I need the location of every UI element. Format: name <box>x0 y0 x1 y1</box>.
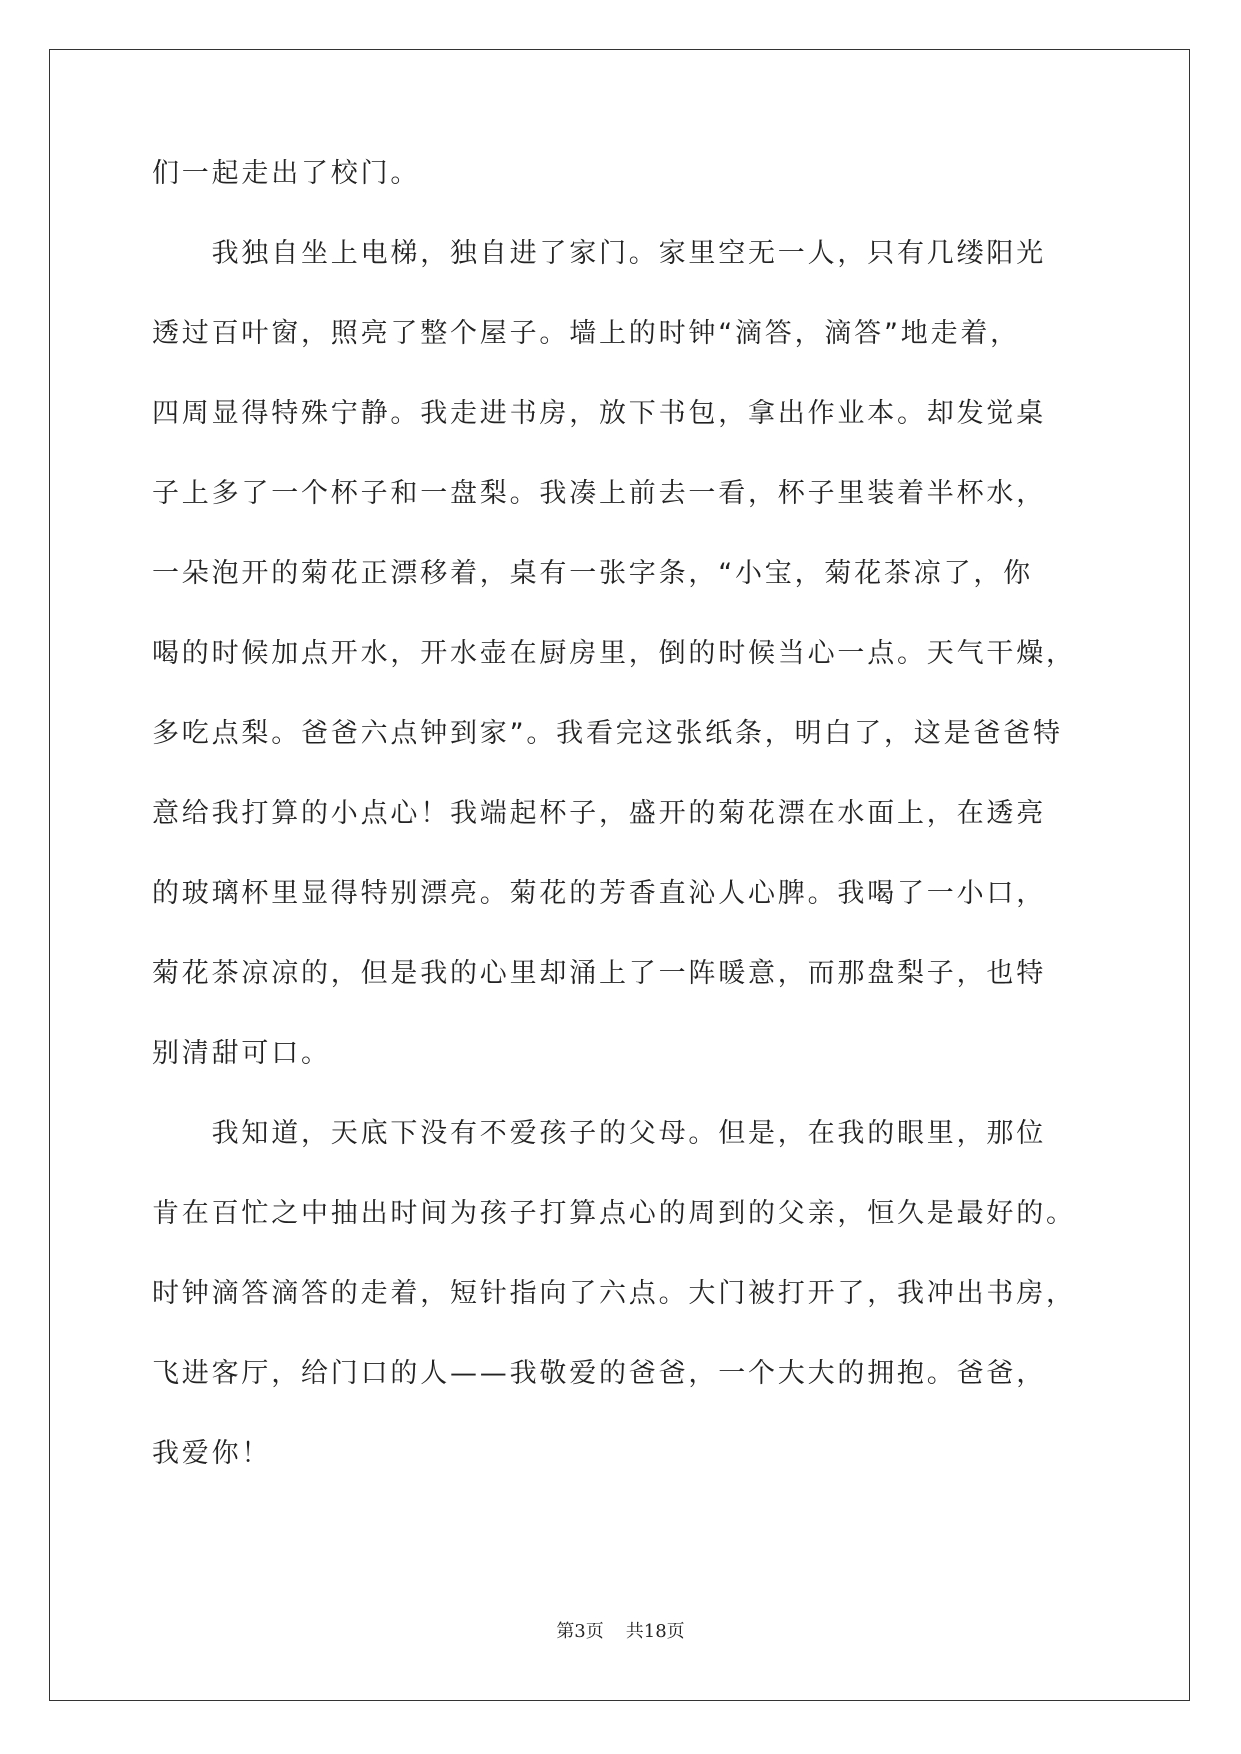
text-line: 喝的时候加点开水，开水壶在厨房里，倒的时候当心一点。天气干燥， <box>152 638 1076 669</box>
text-line: 我爱你！ <box>152 1438 272 1469</box>
text-line: 肯在百忙之中抽出时间为孩子打算点心的周到的父亲，恒久是最好的。 <box>152 1198 1076 1229</box>
text-line: 一朵泡开的菊花正漂移着，桌有一张字条，“小宝，菊花茶凉了，你 <box>152 558 1033 589</box>
text-line: 菊花茶凉凉的，但是我的心里却涌上了一阵暖意，而那盘梨子，也特 <box>152 958 1046 989</box>
text-line: 们一起走出了校门。 <box>152 158 421 189</box>
text-line: 多吃点梨。爸爸六点钟到家”。我看完这张纸条，明白了，这是爸爸特 <box>152 718 1063 749</box>
text-line: 透过百叶窗，照亮了整个屋子。墙上的时钟“滴答，滴答”地走着， <box>152 318 1020 349</box>
text-line: 意给我打算的小点心！我端起杯子，盛开的菊花漂在水面上，在透亮 <box>152 798 1046 829</box>
text-line: 子上多了一个杯子和一盘梨。我凑上前去一看，杯子里装着半杯水， <box>152 478 1046 509</box>
text-line: 四周显得特殊宁静。我走进书房，放下书包，拿出作业本。却发觉桌 <box>152 398 1046 429</box>
text-line: 别清甜可口。 <box>152 1038 331 1069</box>
text-line: 我独自坐上电梯，独自进了家门。家里空无一人，只有几缕阳光 <box>152 238 1046 269</box>
text-line: 时钟滴答滴答的走着，短针指向了六点。大门被打开了，我冲出书房， <box>152 1278 1076 1309</box>
text-line: 的玻璃杯里显得特别漂亮。菊花的芳香直沁人心脾。我喝了一小口， <box>152 878 1046 909</box>
total-pages: 共18页 <box>625 1621 685 1642</box>
text-line: 飞进客厅，给门口的人——我敬爱的爸爸，一个大大的拥抱。爸爸， <box>152 1358 1046 1389</box>
text-line: 我知道，天底下没有不爱孩子的父母。但是，在我的眼里，那位 <box>152 1118 1046 1149</box>
page-number: 第3页 <box>556 1621 604 1642</box>
page-footer <box>0 1620 1241 1644</box>
